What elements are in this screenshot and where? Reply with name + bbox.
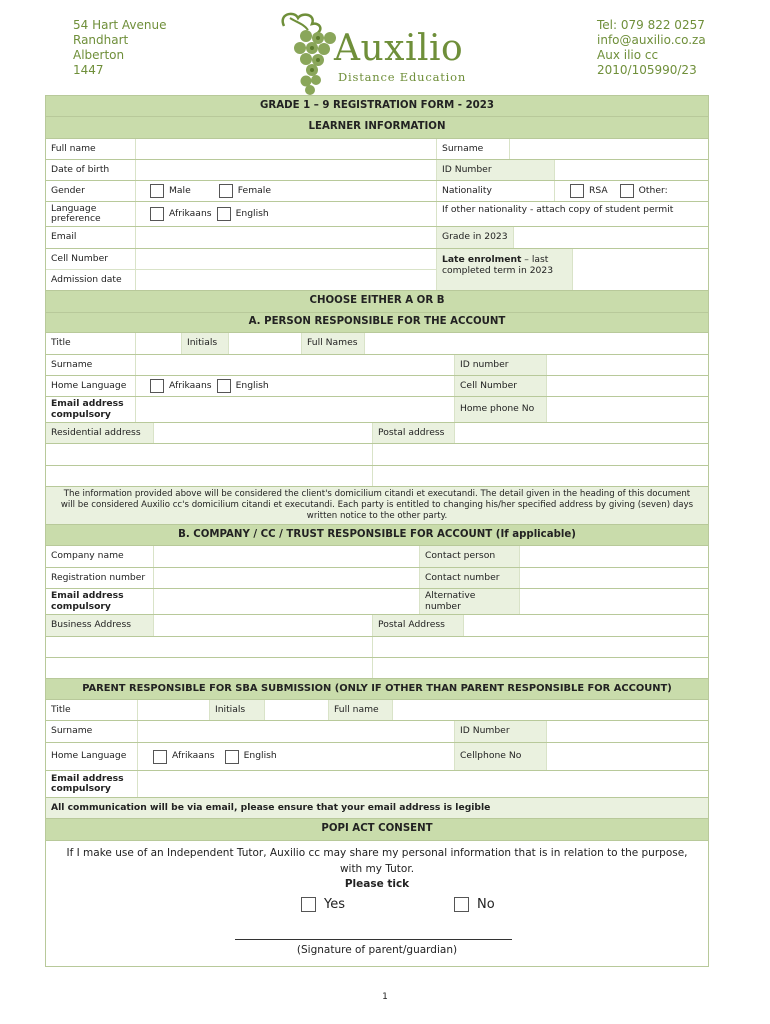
title-label: Title <box>46 333 136 354</box>
id-number-label: ID Number <box>437 160 555 180</box>
grade-2023-label: Grade in 2023 <box>437 227 514 248</box>
language-afrikaans-option[interactable] <box>150 207 212 221</box>
domicilium-note: The information provided above will be considered the client's domicilium citandi et executandi. The detail given in the heading of this document will be considered Auxilio cc's domicilium citandi et executandi. Each party is entitled to changing his/her specified address by giving (seven) days written notice to the other party. <box>46 487 708 524</box>
alternative-number-field[interactable] <box>520 589 708 614</box>
afrikaans-label: Afrikaans <box>169 379 212 391</box>
admission-date-field[interactable] <box>136 270 436 290</box>
sba-initials-field[interactable] <box>265 700 329 720</box>
section-b-heading: B. COMPANY / CC / TRUST RESPONSIBLE FOR ACCOUNT (If applicable) <box>46 525 708 545</box>
a-residential-field[interactable] <box>154 423 373 443</box>
gender-male-option[interactable] <box>150 184 191 198</box>
table-row <box>45 227 709 249</box>
english-label: English <box>235 379 269 391</box>
learner-information-heading: LEARNER INFORMATION <box>46 117 708 138</box>
form-title: GRADE 1 – 9 REGISTRATION FORM - 2023 <box>46 96 708 116</box>
a-residential-line-2[interactable] <box>46 444 373 465</box>
no-label: No <box>477 897 495 912</box>
table-row <box>45 589 709 615</box>
gender-female-option[interactable] <box>219 184 271 198</box>
table-row <box>45 355 709 376</box>
table-row <box>45 568 709 589</box>
a-afrikaans-option[interactable] <box>150 379 212 393</box>
table-row <box>45 397 709 423</box>
registration-form <box>45 95 709 967</box>
a-surname-field[interactable] <box>136 355 455 375</box>
a-cell-field[interactable] <box>547 376 708 396</box>
table-row <box>45 546 709 568</box>
b-postal-line-3[interactable] <box>373 658 708 678</box>
title-label: Title <box>46 700 138 720</box>
other-checkbox[interactable] <box>620 184 634 198</box>
nationality-other-option[interactable] <box>620 184 668 198</box>
english-checkbox[interactable] <box>225 750 239 764</box>
surname-label: Surname <box>437 139 510 159</box>
full-name-label: Full name <box>329 700 393 720</box>
popi-heading: POPI ACT CONSENT <box>46 819 708 840</box>
communication-note: All communication will be via email, please ensure that your email address is legible <box>46 798 708 818</box>
learner-cell-field[interactable] <box>136 249 436 270</box>
other-nationality-note: If other nationality - attach copy of student permit <box>442 204 674 215</box>
nationality-label: Nationality <box>437 181 555 201</box>
language-options <box>136 202 437 226</box>
registration-number-field[interactable] <box>154 568 420 588</box>
a-full-names-field[interactable] <box>365 333 708 354</box>
table-row <box>45 615 709 637</box>
yes-checkbox[interactable] <box>301 897 316 912</box>
communication-row <box>45 798 709 819</box>
please-tick-label: Please tick <box>344 878 410 890</box>
home-language-label: Home Language <box>46 376 136 396</box>
popi-no-option[interactable] <box>454 897 495 912</box>
late-enrolment-label <box>437 249 573 290</box>
parent-sba-heading: PARENT RESPONSIBLE FOR SBA SUBMISSION (ONLY IF OTHER THAN PARENT RESPONSIBLE FOR ACCOUNT) <box>46 679 708 699</box>
table-row <box>45 423 709 444</box>
choose-either-heading: CHOOSE EITHER A OR B <box>46 291 708 312</box>
sba-english-option[interactable] <box>225 750 277 764</box>
sba-cellphone-field[interactable] <box>547 743 708 770</box>
page-number: 1 <box>382 992 388 1002</box>
initials-label: Initials <box>210 700 265 720</box>
no-checkbox[interactable] <box>454 897 469 912</box>
popi-consent-text: If I make use of an Independent Tutor, Auxilio cc may share my personal information that is in relation to the purpose, with my Tutor. <box>66 847 688 875</box>
b-email-field[interactable] <box>154 589 420 614</box>
contact-number-field[interactable] <box>520 568 708 588</box>
learner-heading-row <box>45 117 709 139</box>
a-postal-line-2[interactable] <box>373 444 708 465</box>
residential-address-label: Residential address <box>46 423 154 443</box>
section-a-heading: A. PERSON RESPONSIBLE FOR THE ACCOUNT <box>46 313 708 332</box>
email-compulsory-label: Email address compulsory <box>46 771 138 797</box>
logo-wordmark: Auxilio <box>334 28 464 69</box>
signature-line[interactable] <box>235 939 512 940</box>
a-title-field[interactable] <box>136 333 182 354</box>
home-phone-label: Home phone No <box>455 397 547 422</box>
surname-label: Surname <box>46 721 138 742</box>
rsa-label: RSA <box>589 184 608 196</box>
section-b-row <box>45 525 709 546</box>
table-row <box>45 771 709 798</box>
address-line: 1447 <box>73 63 104 77</box>
address-line: Alberton <box>73 48 125 62</box>
business-address-label: Business Address <box>46 615 154 636</box>
rsa-checkbox[interactable] <box>570 184 584 198</box>
table-row <box>45 700 709 721</box>
table-row <box>45 202 709 227</box>
postal-address-label: Postal address <box>373 423 455 443</box>
gender-options <box>136 181 437 201</box>
english-checkbox[interactable] <box>217 379 231 393</box>
business-address-line-3[interactable] <box>46 658 373 678</box>
late-enrolment-text: – last completed term in 2023 <box>442 254 554 276</box>
female-label: Female <box>237 184 271 196</box>
contact-email: info@auxilio.co.za <box>597 33 706 47</box>
address-line: 54 Hart Avenue <box>73 18 167 32</box>
a-residential-line-3[interactable] <box>46 466 373 486</box>
logo-tagline: Distance Education <box>338 70 467 84</box>
b-postal-line-2[interactable] <box>373 637 708 657</box>
learner-full-name-field[interactable] <box>136 139 437 159</box>
address-line: Randhart <box>73 33 129 47</box>
email-compulsory-label: Email address compulsory <box>46 589 154 614</box>
company-contact <box>597 18 706 78</box>
email-compulsory-label: Email address compulsory <box>46 397 136 422</box>
sba-language-options <box>138 743 455 770</box>
yes-label: Yes <box>324 897 345 912</box>
email-label: Email <box>46 227 136 248</box>
sba-afrikaans-option[interactable] <box>153 750 215 764</box>
id-number-label: ID number <box>455 355 547 375</box>
auxilio-logo <box>276 8 501 96</box>
popi-yes-option[interactable] <box>301 897 345 912</box>
postal-address-label: Postal Address <box>373 615 464 636</box>
male-label: Male <box>169 184 191 196</box>
afrikaans-label: Afrikaans <box>169 207 212 219</box>
afrikaans-checkbox[interactable] <box>153 750 167 764</box>
section-a-row <box>45 313 709 333</box>
grade-2023-field[interactable] <box>514 227 708 248</box>
female-checkbox[interactable] <box>219 184 233 198</box>
contact-fields <box>136 249 437 290</box>
late-enrolment-bold: Late enrolment <box>442 254 522 265</box>
table-row <box>45 249 709 291</box>
contact-labels <box>46 249 136 290</box>
home-language-label: Home Language <box>46 743 138 770</box>
afrikaans-checkbox[interactable] <box>150 207 164 221</box>
admission-date-label: Admission date <box>51 273 122 285</box>
table-row <box>45 333 709 355</box>
table-row <box>45 721 709 743</box>
contact-registration: 2010/105990/23 <box>597 63 697 77</box>
business-address-line-2[interactable] <box>46 637 373 657</box>
sba-email-field[interactable] <box>138 771 708 797</box>
gender-label: Gender <box>46 181 136 201</box>
cellphone-label: Cellphone No <box>455 743 547 770</box>
contact-phone: Tel: 079 822 0257 <box>597 18 705 32</box>
other-label: Other: <box>638 184 668 196</box>
form-title-row <box>45 95 709 117</box>
a-email-field[interactable] <box>136 397 455 422</box>
id-number-label: ID Number <box>455 721 547 742</box>
signature-caption: (Signature of parent/guardian) <box>296 944 458 956</box>
initials-label: Initials <box>182 333 229 354</box>
contact-company: Aux ilio cc <box>597 48 659 62</box>
table-row <box>45 658 709 679</box>
late-enrolment-field[interactable] <box>573 249 708 290</box>
learner-email-field[interactable] <box>136 227 437 248</box>
contact-person-field[interactable] <box>520 546 708 567</box>
date-of-birth-label: Date of birth <box>46 160 136 180</box>
table-row <box>45 743 709 771</box>
male-checkbox[interactable] <box>150 184 164 198</box>
a-id-field[interactable] <box>547 355 708 375</box>
contact-person-label: Contact person <box>420 546 520 567</box>
table-row <box>45 160 709 181</box>
table-row <box>45 181 709 202</box>
table-row <box>45 637 709 658</box>
popi-heading-row <box>45 819 709 841</box>
choose-row <box>45 291 709 313</box>
english-label: English <box>235 207 269 219</box>
language-preference-label: Language preference <box>46 202 136 226</box>
english-label: English <box>243 750 277 762</box>
cell-number-label: Cell Number <box>46 249 135 270</box>
alternative-number-label: Alternative number <box>420 589 520 614</box>
table-row <box>45 444 709 466</box>
domicilium-row <box>45 487 709 525</box>
full-name-label: Full name <box>46 139 136 159</box>
sba-full-name-field[interactable] <box>393 700 708 720</box>
language-english-option[interactable] <box>217 207 269 221</box>
surname-label: Surname <box>46 355 136 375</box>
a-english-option[interactable] <box>217 379 269 393</box>
registration-number-label: Registration number <box>46 568 154 588</box>
table-row <box>45 376 709 397</box>
business-address-field[interactable] <box>154 615 373 636</box>
afrikaans-checkbox[interactable] <box>150 379 164 393</box>
sba-id-field[interactable] <box>547 721 708 742</box>
a-postal-field[interactable] <box>455 423 708 443</box>
cell-number-label: Cell Number <box>455 376 547 396</box>
a-initials-field[interactable] <box>229 333 302 354</box>
company-name-field[interactable] <box>154 546 420 567</box>
sba-title-field[interactable] <box>138 700 210 720</box>
popi-consent-block <box>45 841 709 967</box>
afrikaans-label: Afrikaans <box>172 750 215 762</box>
learner-id-field[interactable] <box>555 160 708 180</box>
nationality-options <box>555 181 708 201</box>
learner-surname-field[interactable] <box>510 139 708 159</box>
table-row <box>45 466 709 487</box>
parent-sba-row <box>45 679 709 700</box>
learner-dob-field[interactable] <box>136 160 437 180</box>
table-row <box>45 139 709 160</box>
company-address <box>73 18 167 78</box>
company-name-label: Company name <box>46 546 154 567</box>
nationality-rsa-option[interactable] <box>570 184 608 198</box>
a-home-phone-field[interactable] <box>547 397 708 422</box>
a-postal-line-3[interactable] <box>373 466 708 486</box>
contact-number-label: Contact number <box>420 568 520 588</box>
b-postal-field[interactable] <box>464 615 708 636</box>
a-language-options <box>136 376 455 396</box>
full-names-label: Full Names <box>302 333 365 354</box>
english-checkbox[interactable] <box>217 207 231 221</box>
sba-surname-field[interactable] <box>138 721 455 742</box>
